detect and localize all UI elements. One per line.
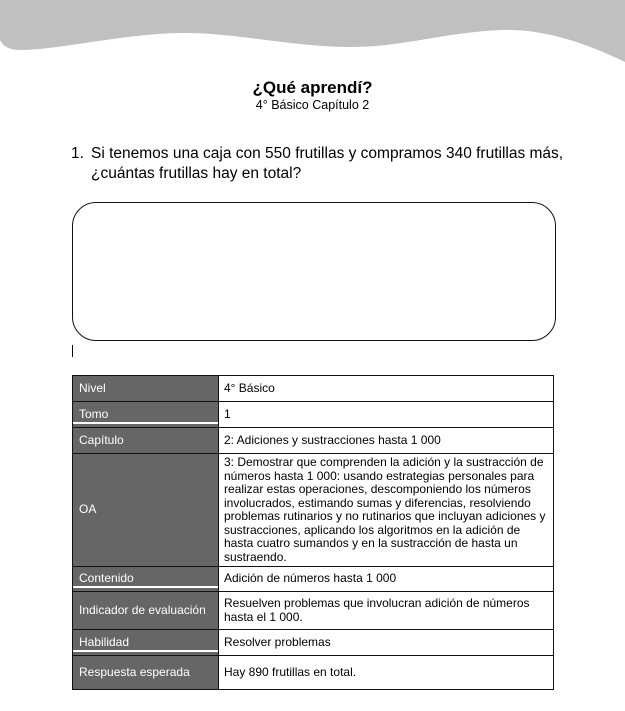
title-block [0, 78, 625, 113]
row-value: Resuelven problemas que involucran adición de números hasta el 1 000. [219, 592, 554, 630]
row-value: Hay 890 frutillas en total. [219, 656, 554, 690]
table-row [73, 376, 554, 402]
question-1 [71, 144, 571, 183]
row-label: Contenido [73, 567, 219, 592]
table-row [73, 567, 554, 592]
table-row [73, 630, 554, 656]
text-cursor [72, 345, 73, 357]
row-value: 3: Demostrar que comprenden la adición y la sustracción de números hasta 1 000: usando estrategias personales para realizar estas operaciones, descomponiendo los números involucrados, estimando sumas y diferencias, resolviendo problemas rutinarios y no rutinarios que incluyan adiciones y sustracciones, aplicando los algoritmos en la adición de hasta cuatro sumandos y en la sustracción de hasta un sustraendo. [219, 454, 554, 567]
row-value: 2: Adiciones y sustracciones hasta 1 000 [219, 428, 554, 454]
row-value: Resolver problemas [219, 630, 554, 656]
row-value: 1 [219, 402, 554, 428]
row-label: Habilidad [73, 630, 219, 656]
question-text: Si tenemos una caja con 550 frutillas y compramos 340 frutillas más, ¿cuántas frutillas hay en total? [91, 145, 564, 182]
page-subtitle: 4° Básico Capítulo 2 [255, 98, 370, 112]
info-table [72, 375, 554, 690]
header-wave-decoration [0, 0, 625, 70]
row-label: Tomo [73, 402, 219, 428]
row-label: OA [73, 454, 219, 567]
page-title: ¿Qué aprendí? [252, 78, 373, 97]
row-label: Indicador de evaluación [73, 592, 219, 630]
row-label: Nivel [73, 376, 219, 402]
table-row [73, 428, 554, 454]
row-value: Adición de números hasta 1 000 [219, 567, 554, 592]
table-row [73, 454, 554, 567]
row-value: 4° Básico [219, 376, 554, 402]
table-row [73, 656, 554, 690]
table-row [73, 592, 554, 630]
row-label: Respuesta esperada [73, 656, 219, 690]
answer-box[interactable] [72, 202, 556, 341]
row-label: Capítulo [73, 428, 219, 454]
wave-shape [0, 0, 625, 62]
table-row [73, 402, 554, 428]
question-number: 1. [71, 145, 84, 162]
